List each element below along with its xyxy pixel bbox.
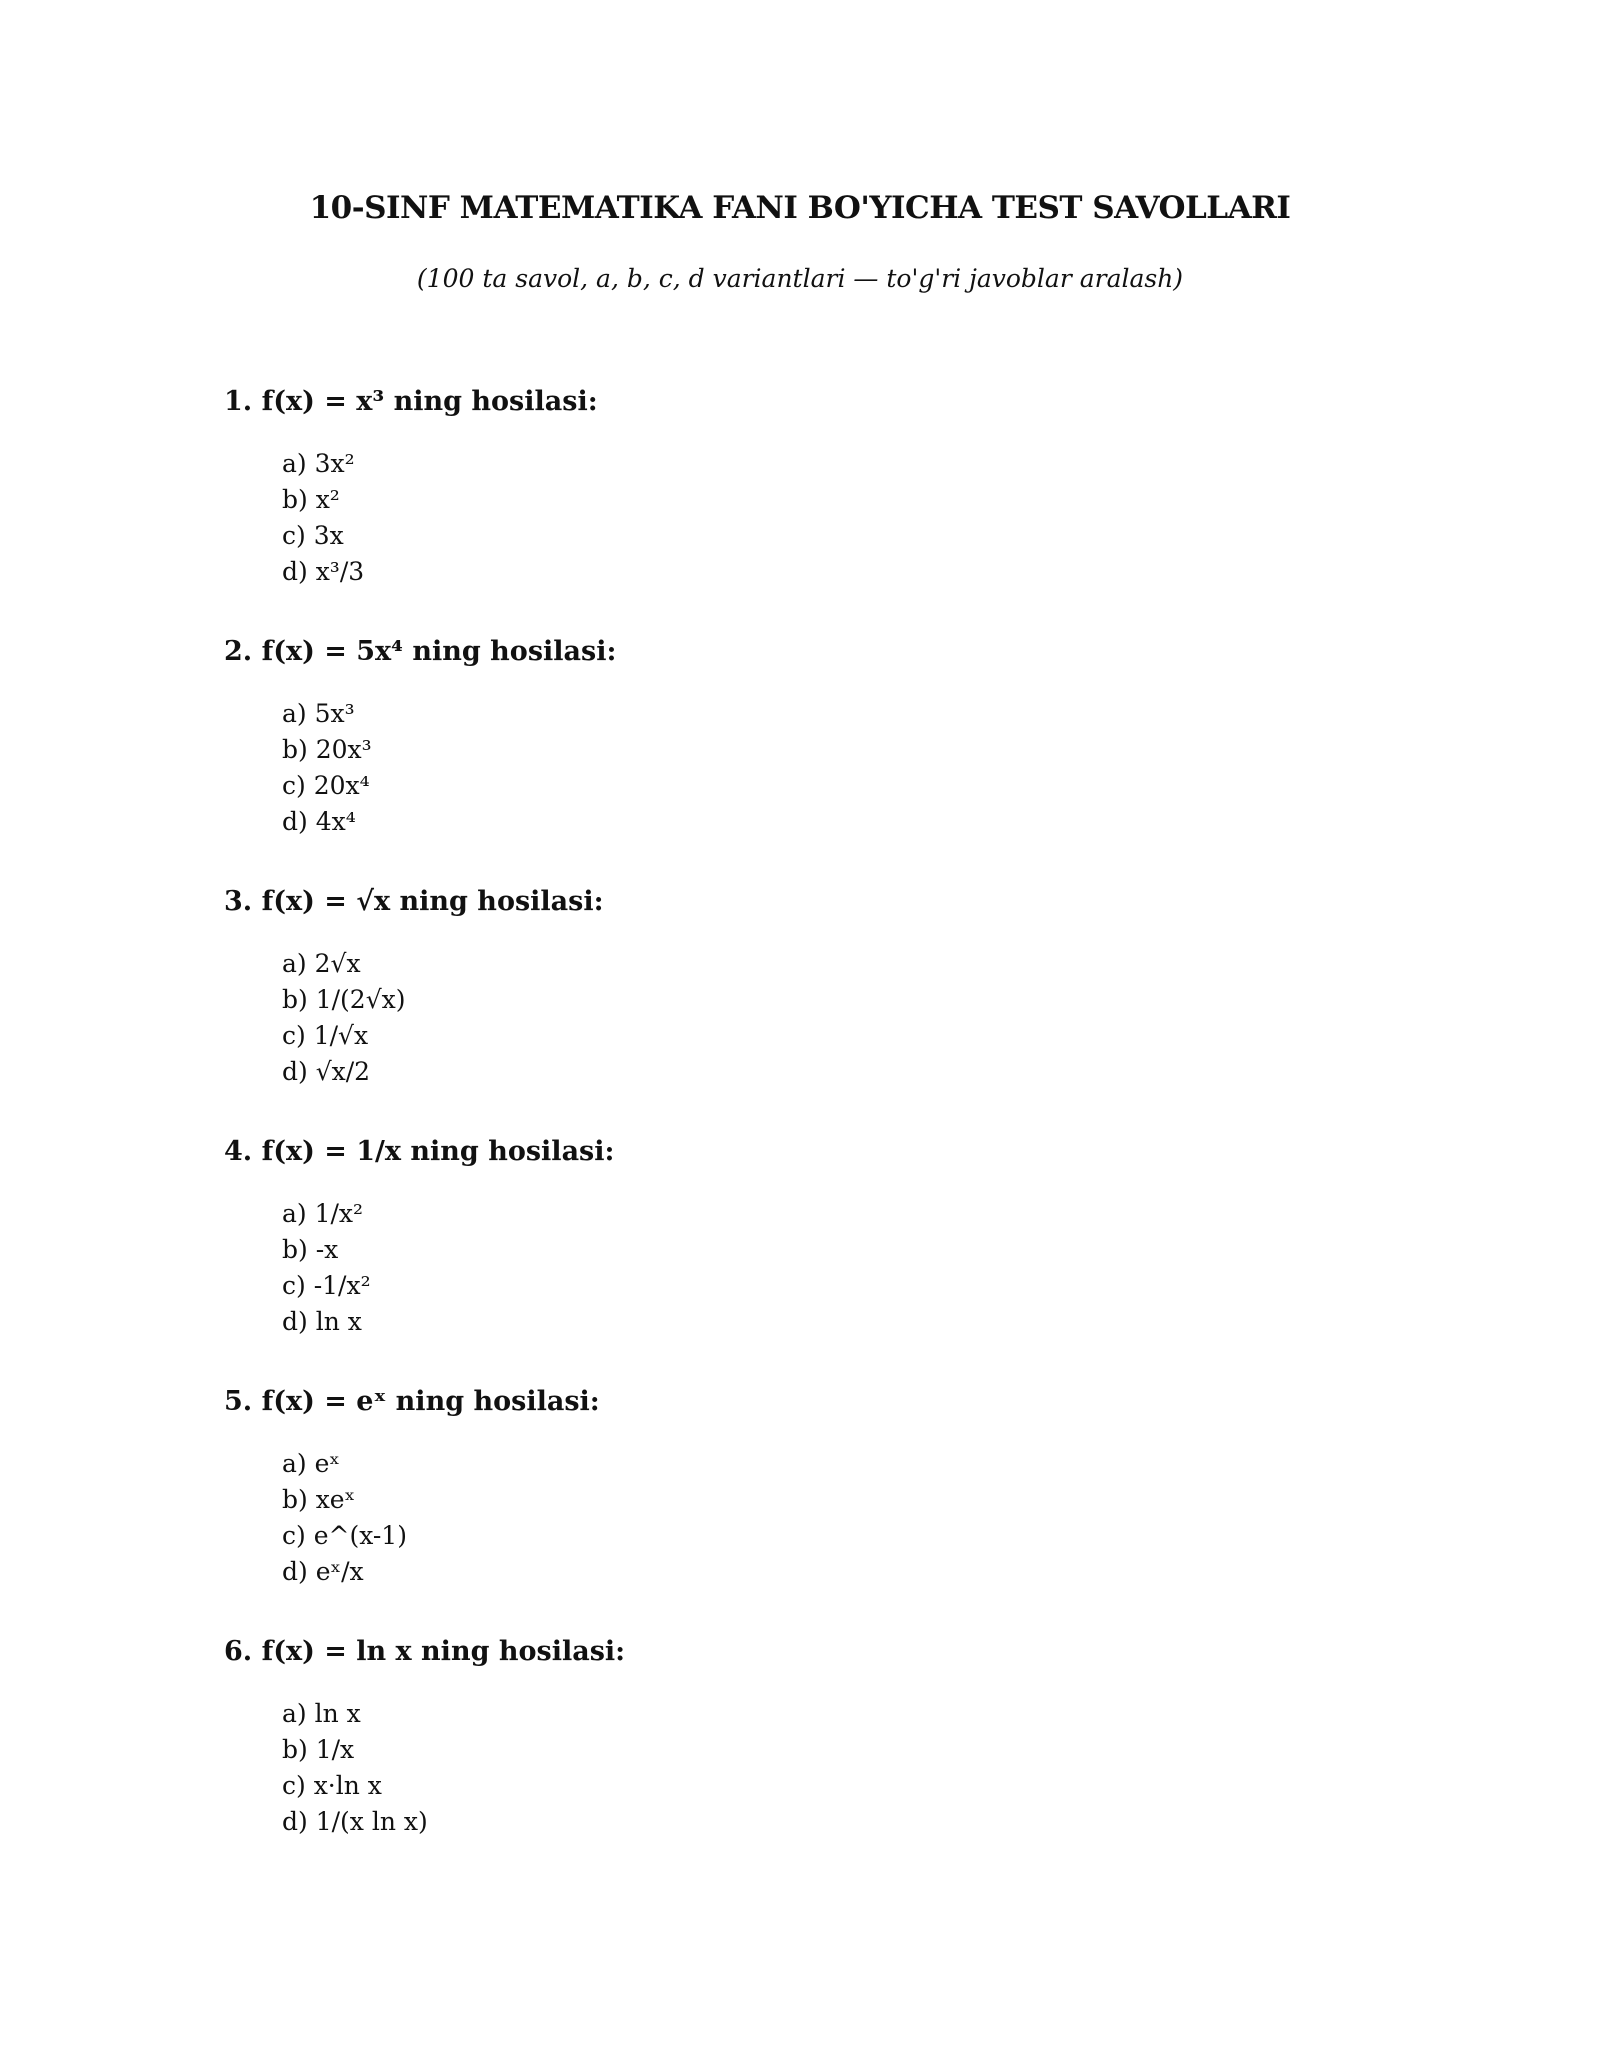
option-b: b) 1/(2√x) (282, 985, 406, 1014)
option-a: a) 5x³ (282, 699, 355, 728)
option-d: d) x³/3 (282, 557, 365, 586)
document-subtitle: (100 ta savol, a, b, c, d variantlari — to'g'ri javoblar aralash) (416, 264, 1184, 293)
option-d: d) 1/(x ln x) (282, 1807, 428, 1836)
option-d: d) ln x (282, 1307, 362, 1336)
question-list (224, 384, 1424, 1884)
option-c: c) 3x (282, 521, 344, 550)
question-text: 1. f(x) = x³ ning hosilasi: (224, 386, 598, 417)
option-d: d) eˣ/x (282, 1557, 364, 1586)
option-b: b) xeˣ (282, 1485, 356, 1514)
question-5 (224, 1384, 1424, 1634)
option-c: c) -1/x² (282, 1271, 371, 1300)
option-d: d) √x/2 (282, 1057, 371, 1086)
option-list (282, 1696, 1424, 1840)
option-b: b) x² (282, 485, 340, 514)
option-b: b) -x (282, 1235, 339, 1264)
question-2 (224, 634, 1424, 884)
question-text: 4. f(x) = 1/x ning hosilasi: (224, 1136, 615, 1167)
option-list (282, 1446, 1424, 1590)
question-3 (224, 884, 1424, 1134)
option-list (282, 1196, 1424, 1340)
option-c: c) 1/√x (282, 1021, 369, 1050)
question-6 (224, 1634, 1424, 1884)
option-a: a) 2√x (282, 949, 361, 978)
option-b: b) 20x³ (282, 735, 372, 764)
option-list (282, 946, 1424, 1090)
option-c: c) e^(x-1) (282, 1521, 407, 1550)
option-list (282, 446, 1424, 590)
question-text: 2. f(x) = 5x⁴ ning hosilasi: (224, 636, 617, 667)
option-list (282, 696, 1424, 840)
option-a: a) ln x (282, 1699, 361, 1728)
option-a: a) eˣ (282, 1449, 340, 1478)
question-1 (224, 384, 1424, 634)
option-c: c) x·ln x (282, 1771, 382, 1800)
document-title: 10-SINF MATEMATIKA FANI BO'YICHA TEST SAVOLLARI (309, 190, 1291, 226)
option-a: a) 3x² (282, 449, 355, 478)
question-text: 3. f(x) = √x ning hosilasi: (224, 886, 604, 917)
option-d: d) 4x⁴ (282, 807, 356, 836)
option-c: c) 20x⁴ (282, 771, 370, 800)
option-b: b) 1/x (282, 1735, 355, 1764)
question-text: 6. f(x) = ln x ning hosilasi: (224, 1636, 626, 1667)
question-text: 5. f(x) = eˣ ning hosilasi: (224, 1386, 600, 1417)
question-4 (224, 1134, 1424, 1384)
option-a: a) 1/x² (282, 1199, 364, 1228)
